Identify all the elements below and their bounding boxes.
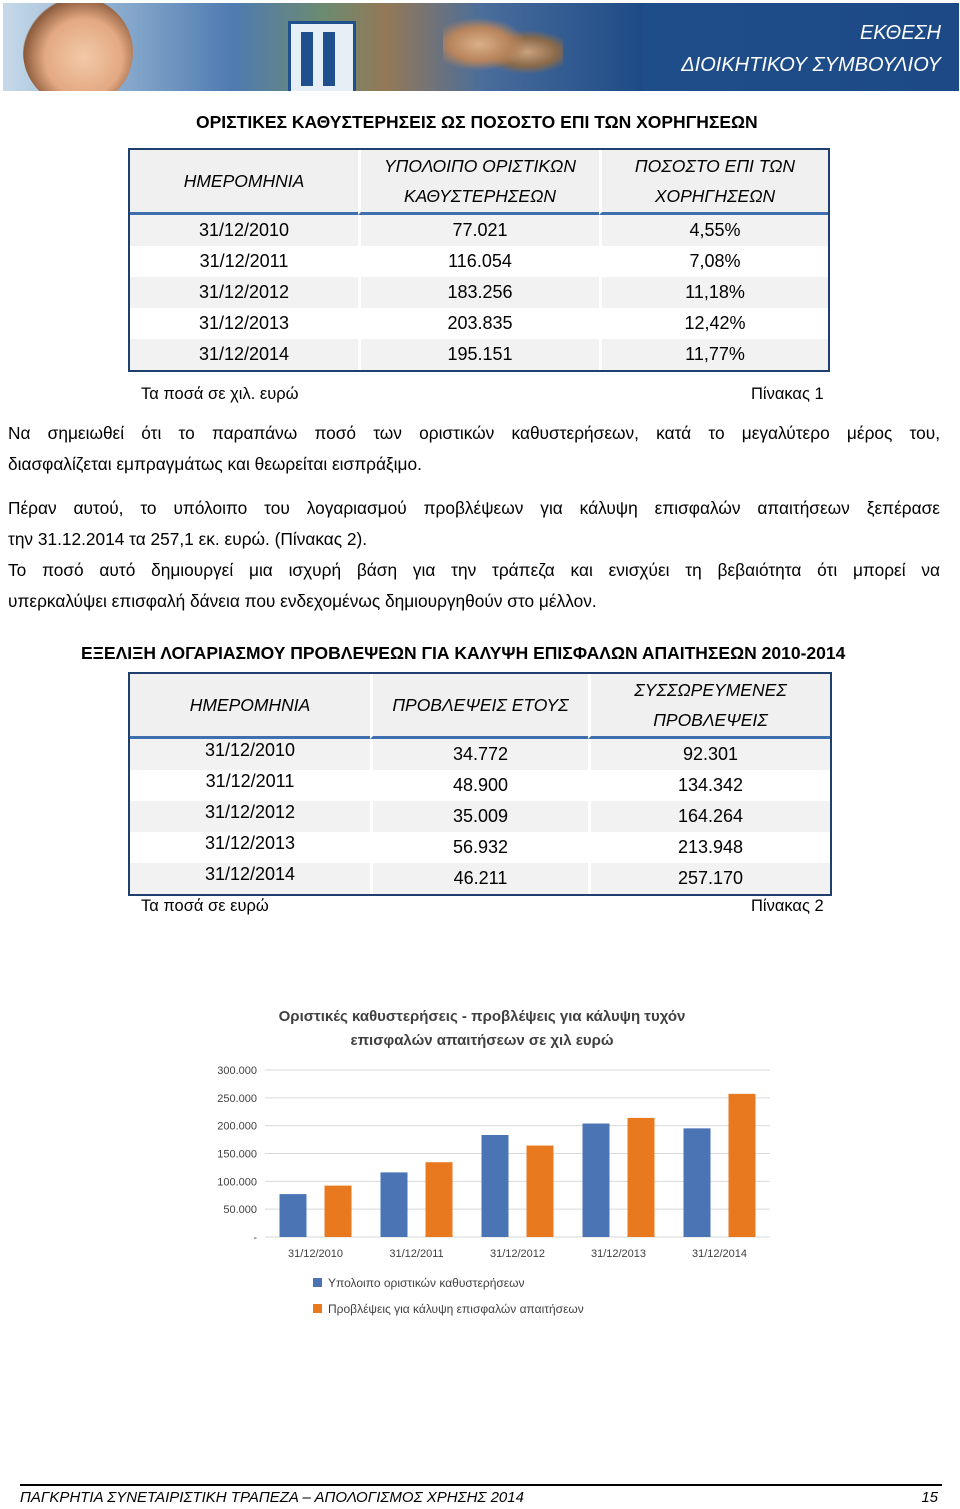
chart-bar <box>280 1194 307 1237</box>
table-cell: 31/12/2012 <box>130 277 358 308</box>
table1-header-date: ΗΜΕΡΟΜΗΝΙΑ <box>130 150 358 215</box>
table1-header-balance <box>358 150 599 215</box>
bar-chart <box>200 985 780 1355</box>
paragraph-3-line2: υπερκαλύψει επισφαλή δάνεια που ενδεχομένως δημιουργηθούν στο μέλλον. <box>8 591 597 611</box>
table-cell: 11,18% <box>599 277 828 308</box>
chart-x-tick-label: 31/12/2013 <box>590 1248 647 1260</box>
chart-bar <box>325 1186 352 1237</box>
table-cell: 56.932 <box>370 832 588 863</box>
footer-text: ΠΑΓΚΡΗΤΙΑ ΣΥΝΕΤΑΙΡΙΣΤΙΚΗ ΤΡΑΠΕΖΑ – ΑΠΟΛΟΓΙΣΜΟΣ ΧΡΗΣΗΣ 2014 <box>20 1489 524 1506</box>
table-row <box>130 832 830 863</box>
table-cell: 213.948 <box>588 832 830 863</box>
table-cell: 12,42% <box>599 308 828 339</box>
paragraph-1-line2: διασφαλίζεται εμπραγμάτως και θεωρείται εισπράξιμο. <box>8 454 422 474</box>
table2-header-accumulated-line1: ΣΥΣΣΩΡΕΥΜΕΝΕΣ <box>634 680 787 700</box>
table-row <box>130 863 830 894</box>
table-cell: 31/12/2012 <box>130 801 370 832</box>
table-cell: 183.256 <box>358 277 599 308</box>
banner-face-image <box>23 3 133 91</box>
table-cell: 11,77% <box>599 339 828 370</box>
table-cell: 34.772 <box>370 739 588 770</box>
table-cell: 134.342 <box>588 770 830 801</box>
paragraph-1-line1: Να σημειωθεί ότι το παραπάνω ποσό των οριστικών καθυστερήσεων, κατά το μεγαλύτερο μέρος του, <box>8 423 940 443</box>
table-row <box>130 770 830 801</box>
banner-people-image <box>443 13 563 91</box>
chart-x-tick-label: 31/12/2014 <box>691 1248 748 1260</box>
table-cell: 31/12/2013 <box>130 308 358 339</box>
table-row <box>130 277 828 308</box>
chart-title-line1: Οριστικές καθυστερήσεις - προβλέψεις για κάλυψη τυχόν <box>278 1008 686 1025</box>
report-title-line1: ΕΚΘΕΣΗ <box>859 22 941 44</box>
chart-y-tick-label: - <box>253 1232 257 1244</box>
paragraph-2-line1: Πέραν αυτού, το υπόλοιπο του λογαριασμού προβλέψεων για κάλυψη επισφαλών απαιτήσεων ξεπέρασε <box>8 498 940 518</box>
table2-header-date: ΗΜΕΡΟΜΗΝΙΑ <box>130 674 370 739</box>
chart-svg <box>200 985 780 1355</box>
header-banner <box>3 3 959 91</box>
table-cell: 35.009 <box>370 801 588 832</box>
table-cell: 203.835 <box>358 308 599 339</box>
report-title <box>681 17 941 81</box>
table2-title: ΕΞΕΛΙΞΗ ΛΟΓΑΡΙΑΣΜΟΥ ΠΡΟΒΛΕΨΕΩΝ ΓΙΑ ΚΑΛΥΨΗ ΕΠΙΣΦΑΛΩΝ ΑΠΑΙΤΗΣΕΩΝ 2010-2014 <box>81 643 846 663</box>
chart-y-tick-label: 50.000 <box>223 1204 257 1217</box>
chart-bar <box>628 1118 655 1237</box>
table-cell: 77.021 <box>358 215 599 246</box>
chart-bar <box>684 1128 711 1237</box>
paragraph-2 <box>8 493 940 555</box>
chart-y-tick-label: 300.000 <box>217 1065 257 1077</box>
table2-label: Πίνακας 2 <box>751 897 824 915</box>
table1-header-balance-line2: ΚΑΘΥΣΤΕΡΗΣΕΩΝ <box>403 186 557 206</box>
chart-legend-swatch <box>313 1278 322 1287</box>
chart-bar <box>583 1124 610 1237</box>
chart-bar <box>381 1172 408 1237</box>
chart-y-tick-label: 200.000 <box>217 1120 257 1133</box>
chart-y-tick-label: 100.000 <box>217 1176 257 1189</box>
table-cell: 7,08% <box>599 246 828 277</box>
table-cell: 195.151 <box>358 339 599 370</box>
paragraph-3-line1: Το ποσό αυτό δημιουργεί μια ισχυρή βάση για την τράπεζα και ενισχύει τη βεβαιότητα ότι μπορεί να <box>8 560 940 580</box>
chart-bar <box>426 1162 453 1237</box>
table1-header-percent-line1: ΠΟΣΟΣΤΟ ΕΠΙ ΤΩΝ <box>634 156 796 176</box>
table2-note: Τα ποσά σε ευρώ <box>141 897 269 915</box>
table2-header-year: ΠΡΟΒΛΕΨΕΙΣ ΕΤΟΥΣ <box>370 674 588 739</box>
paragraph-1 <box>8 418 940 480</box>
table1-note: Τα ποσά σε χιλ. ευρώ <box>141 385 299 403</box>
chart-legend-label: Υπολοιπο οριστικών καθυστερήσεων <box>328 1276 525 1290</box>
table-cell: 46.211 <box>370 863 588 894</box>
table-cell: 257.170 <box>588 863 830 894</box>
report-title-line2: ΔΙΟΙΚΗΤΙΚΟΥ ΣΥΜΒΟΥΛΙΟΥ <box>681 54 941 76</box>
table-cell: 31/12/2011 <box>130 770 370 801</box>
table-row <box>130 339 828 370</box>
table-cell: 31/12/2014 <box>130 863 370 894</box>
table2-header-accumulated <box>588 674 830 739</box>
table-cell: 4,55% <box>599 215 828 246</box>
page-number: 15 <box>921 1489 938 1506</box>
table2-header-accumulated-line2: ΠΡΟΒΛΕΨΕΙΣ <box>653 710 768 730</box>
footer-divider <box>20 1484 942 1486</box>
chart-x-tick-label: 31/12/2012 <box>489 1248 546 1260</box>
bank-logo-icon <box>288 21 356 91</box>
chart-x-tick-label: 31/12/2011 <box>389 1248 444 1260</box>
table-cell: 48.900 <box>370 770 588 801</box>
table1-header-percent-line2: ΧΟΡΗΓΗΣΕΩΝ <box>654 186 776 206</box>
table-row <box>130 739 830 770</box>
table-cell: 92.301 <box>588 739 830 770</box>
paragraph-3 <box>8 555 940 617</box>
table-cell: 164.264 <box>588 801 830 832</box>
table1-label: Πίνακας 1 <box>751 385 824 403</box>
chart-legend-label: Προβλέψεις για κάλυψη επισφαλών απαιτήσεων <box>328 1302 584 1316</box>
table2 <box>128 672 832 896</box>
chart-legend-swatch <box>313 1304 322 1313</box>
chart-title-line2: επισφαλών απαιτήσεων σε χιλ ευρώ <box>350 1032 614 1049</box>
paragraph-2-line2: την 31.12.2014 τα 257,1 εκ. ευρώ. (Πίνακας 2). <box>8 529 368 549</box>
table1 <box>128 148 830 372</box>
table-row <box>130 246 828 277</box>
table-cell: 31/12/2010 <box>130 739 370 770</box>
chart-y-tick-label: 250.000 <box>217 1092 257 1105</box>
table-row <box>130 308 828 339</box>
chart-y-tick-label: 150.000 <box>217 1148 257 1161</box>
chart-x-tick-label: 31/12/2010 <box>287 1248 344 1260</box>
table1-header-balance-line1: ΥΠΟΛΟΙΠΟ ΟΡΙΣΤΙΚΩΝ <box>384 156 576 176</box>
table-row <box>130 215 828 246</box>
table-cell: 31/12/2011 <box>130 246 358 277</box>
table-cell: 31/12/2014 <box>130 339 358 370</box>
chart-bar <box>729 1094 756 1237</box>
table-row <box>130 801 830 832</box>
table-cell: 31/12/2010 <box>130 215 358 246</box>
table-cell: 116.054 <box>358 246 599 277</box>
chart-bar <box>482 1135 509 1237</box>
table-cell: 31/12/2013 <box>130 832 370 863</box>
chart-bar <box>527 1146 554 1237</box>
table1-header-percent <box>599 150 828 215</box>
table1-title: ΟΡΙΣΤΙΚΕΣ ΚΑΘΥΣΤΕΡΗΣΕΙΣ ΩΣ ΠΟΣΟΣΤΟ ΕΠΙ ΤΩΝ ΧΟΡΗΓΗΣΕΩΝ <box>196 112 758 132</box>
